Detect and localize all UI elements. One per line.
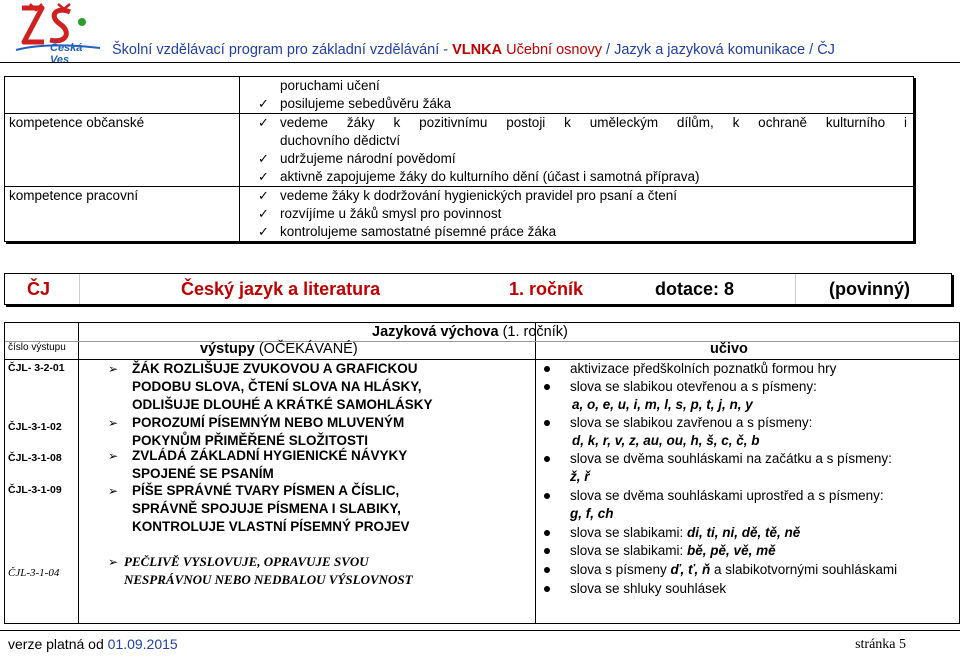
- arrow-bullet-icon: ➢: [108, 484, 119, 498]
- expected-output: ➢ ŽÁK ROZLIŠUJE ZVUKOVOU A GRAFICKOU PODOBU SLOVA, ČTENÍ SLOVA NA HLÁSKY, ODLIŠUJE DLOUHÉ A KRÁTKÉ SAMOHLÁSKY: [108, 361, 433, 412]
- output-code: ČJL-3-1-02: [8, 421, 62, 433]
- subject-type: (povinný): [829, 279, 910, 299]
- arrow-bullet-icon: ➢: [108, 416, 119, 430]
- arrow-bullet-icon: ➢: [108, 449, 119, 463]
- bullet-icon: [544, 567, 550, 573]
- ucivo-letters: ž, ř: [570, 469, 590, 484]
- list-item: ✓ rozvíjíme u žáků smysl pro povinnost: [258, 206, 502, 221]
- ucivo-item: slova se slabikami: di, ti, ni, dě, tě, ně: [570, 524, 800, 542]
- expected-output: ➢ POROZUMÍ PÍSEMNÝM NEBO MLUVENÝM POKYNŮM PŘIMĚŘENÉ SLOŽITOSTI: [108, 415, 405, 448]
- table-row: [5, 187, 914, 242]
- section-title: Jazyková výchova (1. ročník): [372, 324, 568, 340]
- column-header-vystupy: výstupy (OČEKÁVANÉ): [200, 341, 358, 357]
- check-icon: ✓: [258, 224, 269, 239]
- check-icon: ✓: [258, 151, 269, 166]
- list-item: poruchami učení: [280, 78, 380, 93]
- bullet-icon: [544, 548, 550, 554]
- table-row: [5, 114, 914, 187]
- competences-table: [4, 76, 914, 242]
- column-divider: [78, 323, 79, 623]
- output-code: ČJL- 3-2-01: [8, 362, 65, 374]
- ucivo-item: slova se shluky souhlásek: [570, 580, 726, 598]
- expected-output: ➢ ZVLÁDÁ ZÁKLADNÍ HYGIENICKÉ NÁVYKY SPOJENÉ SE PSANÍM: [108, 448, 408, 481]
- ucivo-item: slova se slabikou otevřenou a s písmeny:: [570, 378, 817, 396]
- title-divider: [5, 341, 959, 342]
- footer-date: 01.09.2015: [107, 636, 178, 652]
- ucivo-item: slova se slabikou zavřenou a s písmeny:: [570, 414, 812, 432]
- header-osnovy: Učební osnovy: [502, 42, 603, 58]
- bullet-icon: [544, 456, 550, 462]
- list-item: ✓ kontrolujeme samostatné písemné práce žáka: [258, 224, 557, 239]
- subject-bar: [4, 273, 952, 305]
- school-logo: [8, 2, 104, 66]
- list-item: ✓ posilujeme sebedůvěru žáka: [258, 96, 452, 111]
- bullet-icon: [544, 530, 550, 536]
- header-divider: [0, 62, 960, 63]
- competence-items: [240, 114, 914, 187]
- output-code: ČJL-3-1-04: [8, 567, 60, 579]
- table-row: [5, 77, 914, 114]
- list-item: ✓ vedeme žáky k pozitivnímu postoji k uměleckým dílům, k ochraně kulturního i: [258, 115, 907, 130]
- subject-grade: 1. ročník: [509, 279, 584, 299]
- ucivo-item: aktivizace předškolních poznatků formou hry: [570, 360, 836, 378]
- column-header-cislo: číslo výstupu: [8, 342, 66, 353]
- list-item: ✓ vedeme žáky k dodržování hygienických pravidel pro psaní a čtení: [258, 188, 677, 203]
- column-divider: [535, 323, 536, 623]
- arrow-bullet-icon: ➢: [108, 362, 119, 376]
- list-item: duchovního dědictví: [280, 133, 401, 148]
- subject-name: Český jazyk a literatura: [181, 279, 381, 299]
- footer-divider: [0, 630, 960, 631]
- bullet-icon: [544, 586, 550, 592]
- competence-items: [240, 187, 914, 242]
- ucivo-letters: g, f, ch: [570, 506, 614, 521]
- expected-output: ➢ PEČLIVĚ VYSLOVUJE, OPRAVUJE SVOU NESPRÁVNOU NEBO NEDBALOU VÝSLOVNOST: [108, 554, 413, 587]
- bullet-icon: [544, 366, 550, 372]
- subject-dotace: dotace: 8: [655, 279, 735, 299]
- ucivo-item: slova se dvěma souhláskami uprostřed a s písmeny:: [570, 487, 884, 505]
- output-code: ČJL-3-1-09: [8, 484, 62, 496]
- output-code: ČJL-3-1-08: [8, 452, 62, 464]
- expected-output: ➢ PÍŠE SPRÁVNÉ TVARY PÍSMEN A ČÍSLIC, SPRÁVNĚ SPOJUJE PÍSMENA I SLABIKY, KONTROLUJE VLASTNÍ PÍSEMNÝ PROJEV: [108, 483, 410, 534]
- page-header: [112, 42, 835, 58]
- check-icon: ✓: [258, 169, 269, 184]
- subject-code: ČJ: [27, 279, 51, 299]
- ucivo-item: slova s písmeny ď, ť, ň a slabikotvornými souhláskami: [570, 561, 897, 579]
- bullet-icon: [544, 384, 550, 390]
- competence-label: kompetence občanské: [5, 114, 240, 187]
- bullet-icon: [544, 420, 550, 426]
- header-path: / Jazyk a jazyková komunikace / ČJ: [602, 42, 835, 58]
- list-item: ✓ aktivně zapojujeme žáky do kulturního dění (účast i samotná příprava): [258, 169, 700, 184]
- check-icon: ✓: [258, 188, 269, 203]
- check-icon: ✓: [258, 206, 269, 221]
- competence-items: [240, 77, 914, 114]
- competence-label: kompetence pracovní: [5, 187, 240, 242]
- list-item: ✓ udržujeme národní povědomí: [258, 151, 456, 166]
- ucivo-letters: a, o, e, u, i, m, l, s, p, t, j, n, y: [572, 397, 753, 412]
- page-number: stránka 5: [855, 637, 906, 652]
- ucivo-item: slova se slabikami: bě, pě, vě, mě: [570, 542, 776, 560]
- arrow-bullet-icon: ➢: [108, 555, 119, 569]
- ucivo-item: slova se dvěma souhláskami na začátku a s písmeny:: [570, 450, 892, 468]
- logo-text: Česká Ves: [50, 42, 83, 66]
- competence-label: [5, 77, 240, 114]
- column-header-ucivo: učivo: [710, 341, 748, 357]
- ucivo-letters: d, k, r, v, z, au, ou, h, š, c, č, b: [572, 433, 760, 448]
- header-vlnka: VLNKA: [452, 42, 503, 58]
- bullet-icon: [544, 493, 550, 499]
- footer-version: verze platná od 01.09.2015: [8, 636, 178, 652]
- check-icon: ✓: [258, 96, 269, 111]
- header-program: Školní vzdělávací program pro základní vzdělávání -: [112, 42, 453, 58]
- check-icon: ✓: [258, 115, 269, 130]
